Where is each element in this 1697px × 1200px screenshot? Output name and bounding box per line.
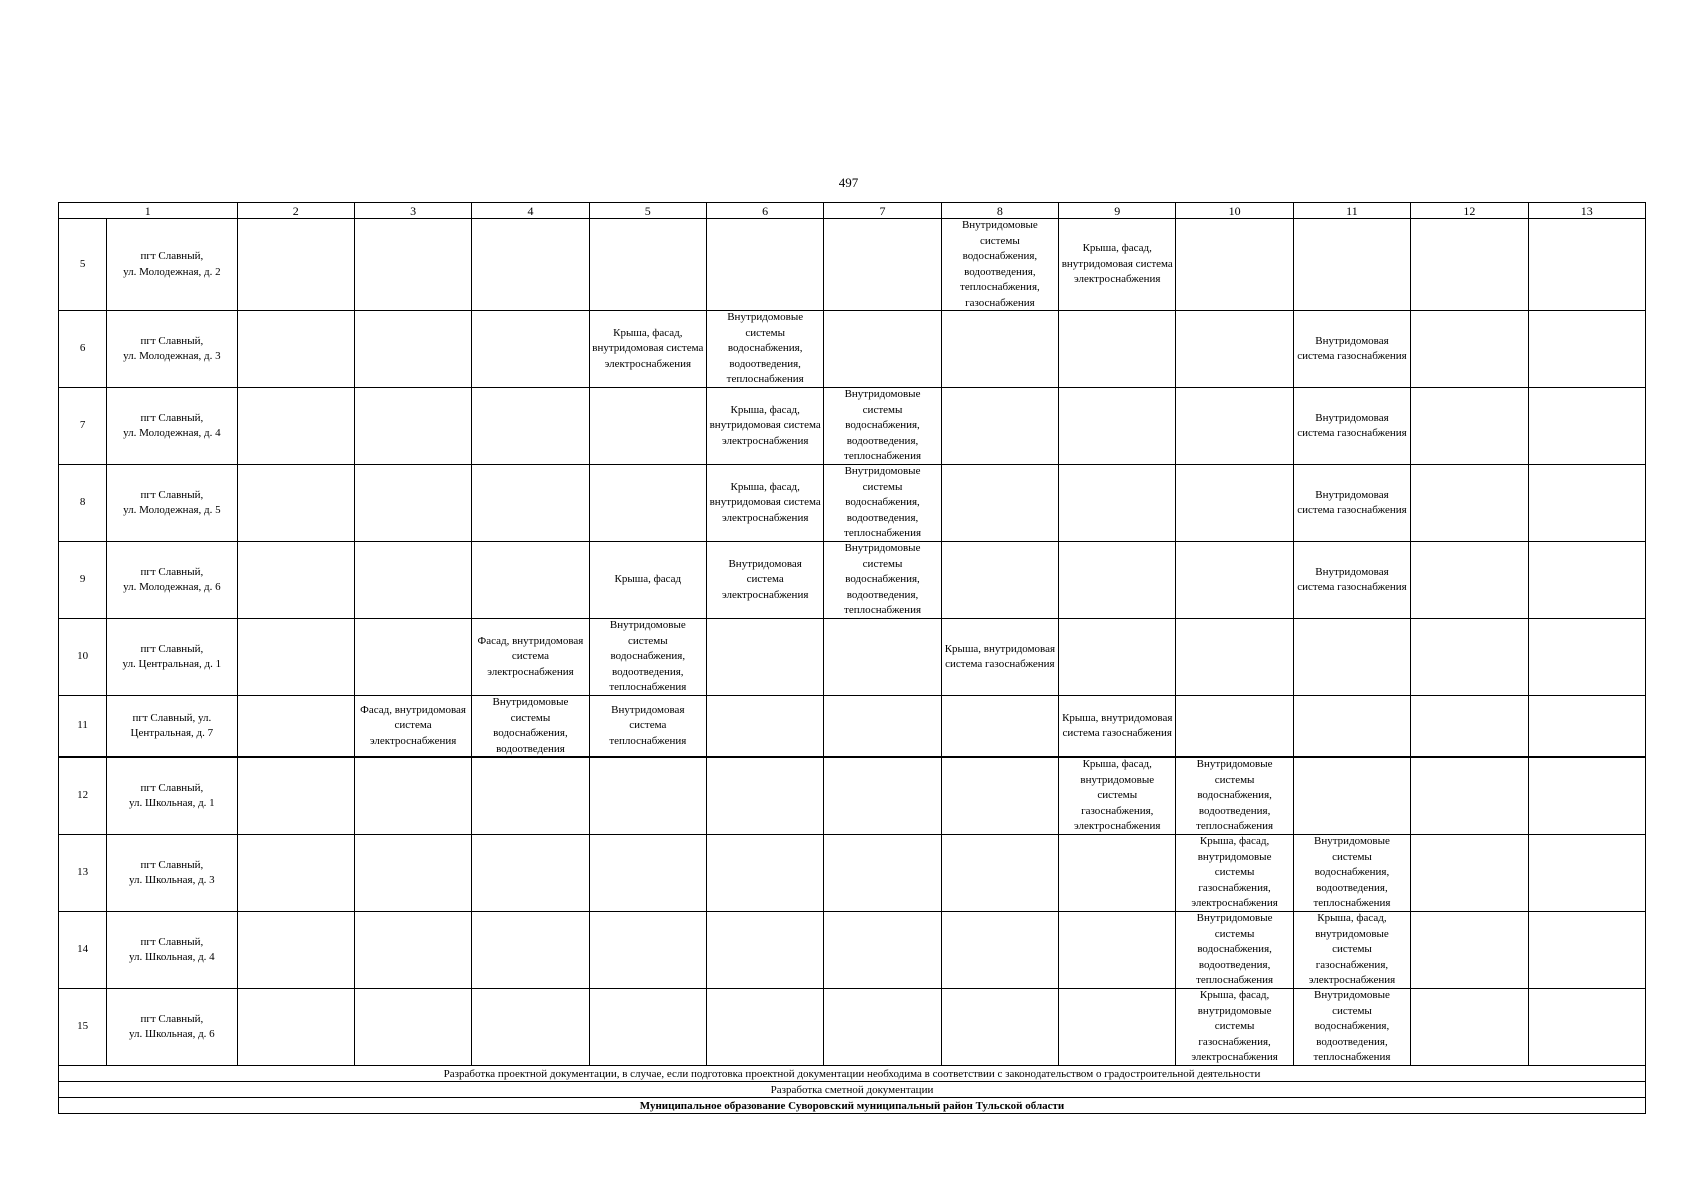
address-cell: пгт Славный, ул. Молодежная, д. 5 xyxy=(107,465,237,542)
work-cell-col-6 xyxy=(706,465,823,542)
work-cell-col-3 xyxy=(354,696,471,758)
table-row xyxy=(59,219,1646,311)
header-row xyxy=(59,203,1646,219)
work-cell-col-7 xyxy=(824,388,941,465)
work-cell-col-11 xyxy=(1293,696,1410,758)
address-cell: пгт Славный, ул. Молодежная, д. 6 xyxy=(107,542,237,619)
work-description: Крыша, фасад, внутридомовая система электроснабжения xyxy=(709,480,821,524)
work-cell-col-12 xyxy=(1411,989,1528,1066)
row-number: 12 xyxy=(59,757,107,835)
work-cell-col-6 xyxy=(706,835,823,912)
work-cell-col-10 xyxy=(1176,388,1293,465)
work-cell-col-7 xyxy=(824,619,941,696)
work-cell-col-8 xyxy=(941,219,1058,311)
work-cell-col-7 xyxy=(824,696,941,758)
work-description: Крыша, фасад, внутридомовая система электроснабжения xyxy=(592,326,704,370)
work-cell-col-9 xyxy=(1059,989,1176,1066)
work-cell-col-12 xyxy=(1411,219,1528,311)
work-cell-col-4 xyxy=(472,989,589,1066)
row-number: 10 xyxy=(59,619,107,696)
work-cell-col-13 xyxy=(1528,989,1646,1066)
header-col-4: 4 xyxy=(472,203,589,219)
work-description: Внутридомовые системы водоснабжения, водоотведения, теплоснабжения xyxy=(1196,758,1274,833)
work-cell-col-2 xyxy=(237,388,354,465)
row-number: 6 xyxy=(59,311,107,388)
address-cell: пгт Славный, ул. Школьная, д. 1 xyxy=(107,757,237,835)
work-cell-col-8 xyxy=(941,465,1058,542)
work-cell-col-2 xyxy=(237,989,354,1066)
work-cell-col-13 xyxy=(1528,835,1646,912)
table-row xyxy=(59,912,1646,989)
table-row xyxy=(59,757,1646,835)
address-cell: пгт Славный, ул. Молодежная, д. 4 xyxy=(107,388,237,465)
work-description: Крыша, внутридомовая система газоснабжения xyxy=(944,642,1056,670)
work-description: Внутридомовые системы водоснабжения, водоотведения, теплоснабжения xyxy=(1313,835,1391,910)
header-col-7: 7 xyxy=(824,203,941,219)
footer-text: Муниципальное образование Суворовский муниципальный район Тульской области xyxy=(59,1098,1646,1114)
work-cell-col-4 xyxy=(472,835,589,912)
work-cell-col-6 xyxy=(706,542,823,619)
work-cell-col-8 xyxy=(941,989,1058,1066)
header-col-5: 5 xyxy=(589,203,706,219)
footer-row xyxy=(59,1098,1646,1114)
address-cell: пгт Славный, ул. Школьная, д. 6 xyxy=(107,989,237,1066)
address-cell: пгт Славный, ул. Центральная, д. 7 xyxy=(107,696,237,758)
work-cell-col-6 xyxy=(706,388,823,465)
work-cell-col-10 xyxy=(1176,757,1293,835)
work-cell-col-13 xyxy=(1528,757,1646,835)
work-description: Внутридомовая система электроснабжения xyxy=(721,557,809,601)
work-cell-col-7 xyxy=(824,465,941,542)
work-description: Внутридомовые системы водоснабжения, водоотведения, теплоснабжения xyxy=(844,465,922,540)
work-description: Внутридомовые системы водоснабжения, водоотведения, теплоснабжения xyxy=(609,619,687,694)
table-body xyxy=(59,203,1646,1114)
work-description: Крыша, внутридомовая система газоснабжения xyxy=(1062,711,1173,739)
work-cell-col-4 xyxy=(472,757,589,835)
work-cell-col-2 xyxy=(237,912,354,989)
work-cell-col-10 xyxy=(1176,219,1293,311)
work-cell-col-13 xyxy=(1528,696,1646,758)
work-cell-col-2 xyxy=(237,619,354,696)
work-cell-col-3 xyxy=(354,989,471,1066)
work-cell-col-8 xyxy=(941,835,1058,912)
work-cell-col-7 xyxy=(824,542,941,619)
work-cell-col-10 xyxy=(1176,542,1293,619)
work-cell-col-2 xyxy=(237,542,354,619)
work-cell-col-11 xyxy=(1293,311,1410,388)
work-cell-col-2 xyxy=(237,757,354,835)
work-cell-col-5 xyxy=(589,619,706,696)
work-cell-col-3 xyxy=(354,619,471,696)
work-description: Внутридомовая система газоснабжения xyxy=(1297,488,1407,516)
work-cell-col-6 xyxy=(706,757,823,835)
work-cell-col-8 xyxy=(941,912,1058,989)
work-description: Внутридомовая система газоснабжения xyxy=(1297,334,1407,362)
work-cell-col-3 xyxy=(354,388,471,465)
work-description: Внутридомовые системы водоснабжения, водоотведения, теплоснабжения xyxy=(844,542,922,617)
footer-text: Разработка сметной документации xyxy=(59,1082,1646,1098)
header-col-9: 9 xyxy=(1059,203,1176,219)
header-col-10: 10 xyxy=(1176,203,1293,219)
work-cell-col-9 xyxy=(1059,757,1176,835)
work-cell-col-7 xyxy=(824,989,941,1066)
table-row xyxy=(59,388,1646,465)
row-number: 7 xyxy=(59,388,107,465)
work-cell-col-5 xyxy=(589,311,706,388)
work-cell-col-3 xyxy=(354,311,471,388)
work-cell-col-9 xyxy=(1059,619,1176,696)
work-cell-col-6 xyxy=(706,912,823,989)
work-cell-col-6 xyxy=(706,989,823,1066)
work-description: Крыша, фасад, внутридомовые системы газоснабжения, электроснабжения xyxy=(1191,835,1278,910)
work-description: Внутридомовая система газоснабжения xyxy=(1297,565,1407,593)
footer-text: Разработка проектной документации, в случае, если подготовка проектной документации необходима в соответствии с законодательством о градостроительной деятельности xyxy=(59,1066,1646,1082)
page-number: 497 xyxy=(838,175,859,190)
header-col-3: 3 xyxy=(354,203,471,219)
work-cell-col-2 xyxy=(237,311,354,388)
work-cell-col-9 xyxy=(1059,542,1176,619)
work-cell-col-4 xyxy=(472,311,589,388)
work-cell-col-6 xyxy=(706,619,823,696)
work-cell-col-12 xyxy=(1411,542,1528,619)
table-row xyxy=(59,311,1646,388)
table-row xyxy=(59,619,1646,696)
table-row xyxy=(59,696,1646,758)
work-cell-col-4 xyxy=(472,696,589,758)
table-row xyxy=(59,835,1646,912)
row-number: 15 xyxy=(59,989,107,1066)
work-cell-col-8 xyxy=(941,619,1058,696)
address-cell: пгт Славный, ул. Молодежная, д. 3 xyxy=(107,311,237,388)
work-cell-col-7 xyxy=(824,757,941,835)
work-description: Фасад, внутридомовая система электроснабжения xyxy=(360,703,466,747)
work-cell-col-10 xyxy=(1176,989,1293,1066)
work-cell-col-12 xyxy=(1411,757,1528,835)
header-col-1: 1 xyxy=(59,203,238,219)
work-cell-col-2 xyxy=(237,219,354,311)
work-cell-col-9 xyxy=(1059,311,1176,388)
header-col-11: 11 xyxy=(1293,203,1410,219)
work-cell-col-12 xyxy=(1411,311,1528,388)
work-cell-col-5 xyxy=(589,542,706,619)
work-cell-col-10 xyxy=(1176,835,1293,912)
work-cell-col-13 xyxy=(1528,912,1646,989)
footer-row xyxy=(59,1066,1646,1082)
work-cell-col-9 xyxy=(1059,835,1176,912)
work-description: Крыша, фасад, внутридомовая система электроснабжения xyxy=(709,403,821,447)
work-cell-col-5 xyxy=(589,835,706,912)
work-cell-col-8 xyxy=(941,388,1058,465)
work-cell-col-7 xyxy=(824,219,941,311)
work-description: Внутридомовые системы водоснабжения, водоотведения, теплоснабжения xyxy=(844,388,922,463)
work-cell-col-11 xyxy=(1293,989,1410,1066)
work-cell-col-13 xyxy=(1528,311,1646,388)
work-cell-col-13 xyxy=(1528,388,1646,465)
work-cell-col-5 xyxy=(589,989,706,1066)
work-description: Внутридомовая система газоснабжения xyxy=(1297,411,1407,439)
work-cell-col-10 xyxy=(1176,465,1293,542)
work-cell-col-4 xyxy=(472,619,589,696)
address-cell: пгт Славный, ул. Молодежная, д. 2 xyxy=(107,219,237,311)
work-description: Внутридомовые системы водоснабжения, водоотведения, теплоснабжения xyxy=(1313,989,1391,1064)
work-cell-col-4 xyxy=(472,912,589,989)
header-col-8: 8 xyxy=(941,203,1058,219)
row-number: 8 xyxy=(59,465,107,542)
work-description: Внутридомовые системы водоснабжения, водоотведения, теплоснабжения, газоснабжения xyxy=(960,219,1040,309)
work-cell-col-3 xyxy=(354,757,471,835)
work-cell-col-12 xyxy=(1411,912,1528,989)
work-description: Фасад, внутридомовая система электроснабжения xyxy=(477,634,584,678)
work-cell-col-7 xyxy=(824,912,941,989)
work-cell-col-13 xyxy=(1528,219,1646,311)
work-description: Крыша, фасад, внутридомовые системы газоснабжения, электроснабжения xyxy=(1191,989,1278,1064)
work-cell-col-10 xyxy=(1176,912,1293,989)
work-cell-col-6 xyxy=(706,311,823,388)
work-description: Внутридомовая система теплоснабжения xyxy=(609,703,687,747)
work-cell-col-2 xyxy=(237,696,354,758)
row-number: 5 xyxy=(59,219,107,311)
work-cell-col-8 xyxy=(941,311,1058,388)
work-cell-col-12 xyxy=(1411,835,1528,912)
work-cell-col-12 xyxy=(1411,465,1528,542)
header-col-6: 6 xyxy=(706,203,823,219)
table-row xyxy=(59,465,1646,542)
work-description: Внутридомовые системы водоснабжения, водоотведения xyxy=(492,696,569,755)
work-cell-col-11 xyxy=(1293,465,1410,542)
work-cell-col-3 xyxy=(354,912,471,989)
work-cell-col-7 xyxy=(824,311,941,388)
table-row xyxy=(59,542,1646,619)
work-cell-col-4 xyxy=(472,542,589,619)
work-description: Крыша, фасад, внутридомовая система электроснабжения xyxy=(1061,242,1173,286)
work-cell-col-13 xyxy=(1528,465,1646,542)
work-cell-col-11 xyxy=(1293,219,1410,311)
work-cell-col-10 xyxy=(1176,696,1293,758)
work-cell-col-9 xyxy=(1059,696,1176,758)
work-cell-col-4 xyxy=(472,465,589,542)
work-cell-col-6 xyxy=(706,219,823,311)
address-cell: пгт Славный, ул. Центральная, д. 1 xyxy=(107,619,237,696)
work-cell-col-9 xyxy=(1059,219,1176,311)
row-number: 14 xyxy=(59,912,107,989)
work-cell-col-9 xyxy=(1059,912,1176,989)
work-cell-col-12 xyxy=(1411,388,1528,465)
work-cell-col-4 xyxy=(472,388,589,465)
work-cell-col-10 xyxy=(1176,619,1293,696)
work-cell-col-11 xyxy=(1293,912,1410,989)
work-cell-col-2 xyxy=(237,465,354,542)
work-cell-col-9 xyxy=(1059,388,1176,465)
work-cell-col-13 xyxy=(1528,619,1646,696)
work-cell-col-11 xyxy=(1293,757,1410,835)
header-col-2: 2 xyxy=(237,203,354,219)
work-cell-col-3 xyxy=(354,542,471,619)
work-cell-col-9 xyxy=(1059,465,1176,542)
work-description: Внутридомовые системы водоснабжения, водоотведения, теплоснабжения xyxy=(1196,912,1274,987)
work-cell-col-12 xyxy=(1411,619,1528,696)
work-description: Крыша, фасад, внутридомовые системы газоснабжения, электроснабжения xyxy=(1074,758,1161,833)
work-cell-col-5 xyxy=(589,912,706,989)
header-col-12: 12 xyxy=(1411,203,1528,219)
work-cell-col-4 xyxy=(472,219,589,311)
work-description: Крыша, фасад xyxy=(614,573,682,586)
work-cell-col-12 xyxy=(1411,696,1528,758)
work-cell-col-5 xyxy=(589,388,706,465)
table-row xyxy=(59,989,1646,1066)
work-cell-col-11 xyxy=(1293,619,1410,696)
work-cell-col-3 xyxy=(354,219,471,311)
footer-row xyxy=(59,1082,1646,1098)
work-cell-col-11 xyxy=(1293,835,1410,912)
work-cell-col-5 xyxy=(589,696,706,758)
work-cell-col-5 xyxy=(589,465,706,542)
row-number: 9 xyxy=(59,542,107,619)
work-cell-col-8 xyxy=(941,542,1058,619)
work-cell-col-8 xyxy=(941,696,1058,758)
work-cell-col-5 xyxy=(589,757,706,835)
work-cell-col-13 xyxy=(1528,542,1646,619)
row-number: 11 xyxy=(59,696,107,758)
work-cell-col-11 xyxy=(1293,388,1410,465)
repair-schedule-table xyxy=(58,202,1646,1114)
work-cell-col-3 xyxy=(354,835,471,912)
work-cell-col-10 xyxy=(1176,311,1293,388)
header-col-13: 13 xyxy=(1528,203,1646,219)
work-cell-col-6 xyxy=(706,696,823,758)
work-description: Внутридомовые системы водоснабжения, водоотведения, теплоснабжения xyxy=(726,311,804,386)
work-cell-col-11 xyxy=(1293,542,1410,619)
row-number: 13 xyxy=(59,835,107,912)
work-description: Крыша, фасад, внутридомовые системы газоснабжения, электроснабжения xyxy=(1308,912,1396,987)
work-cell-col-5 xyxy=(589,219,706,311)
address-cell: пгт Славный, ул. Школьная, д. 4 xyxy=(107,912,237,989)
work-cell-col-8 xyxy=(941,757,1058,835)
address-cell: пгт Славный, ул. Школьная, д. 3 xyxy=(107,835,237,912)
work-cell-col-7 xyxy=(824,835,941,912)
work-cell-col-3 xyxy=(354,465,471,542)
work-cell-col-2 xyxy=(237,835,354,912)
